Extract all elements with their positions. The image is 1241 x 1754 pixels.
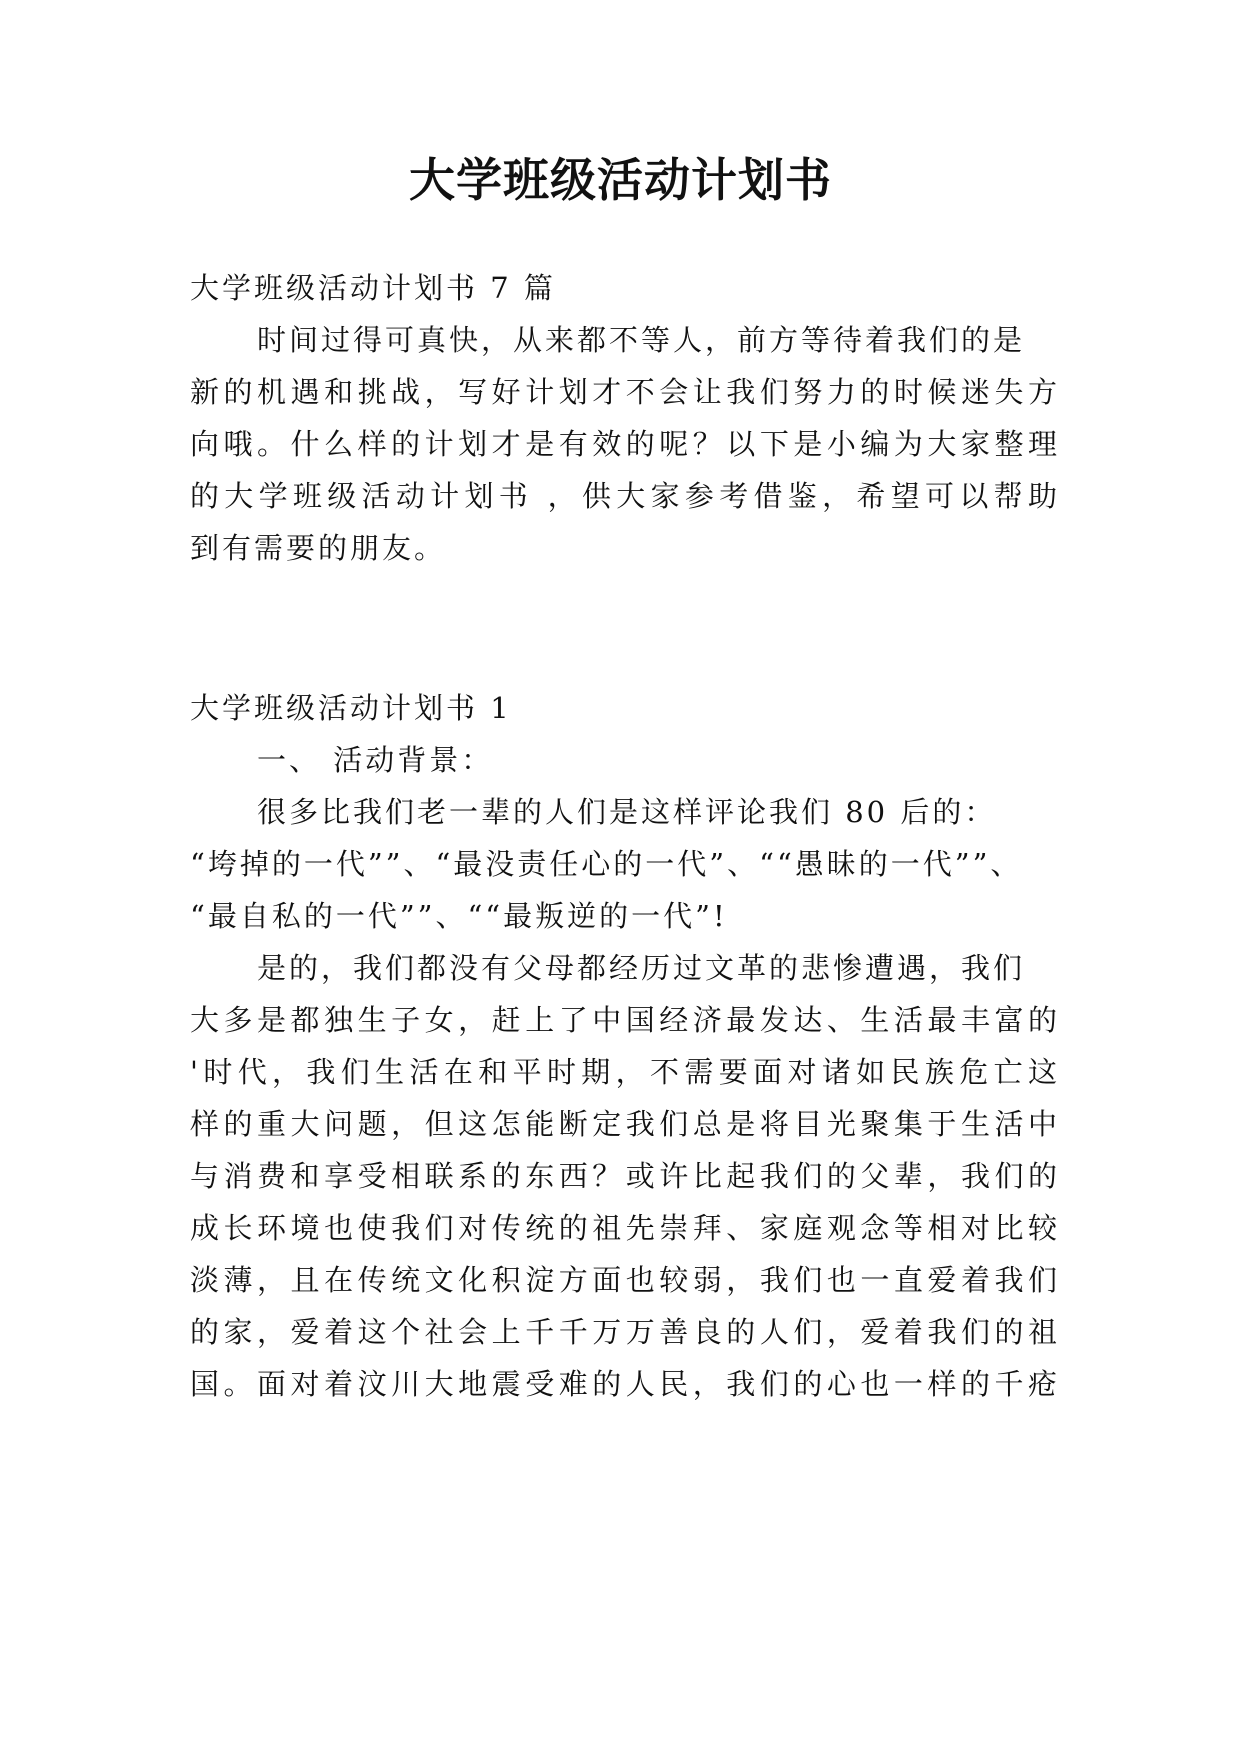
intro-line: 新的机遇和挑战，写好计划才不会让我们努力的时候迷失方 bbox=[190, 375, 1060, 409]
paragraph-line: 淡薄，且在传统文化积淀方面也较弱，我们也一直爱着我们 bbox=[190, 1263, 1060, 1297]
section-subheading: 一、 活动背景： bbox=[257, 743, 494, 777]
paragraph-line: 是的，我们都没有父母都经历过文革的悲惨遭遇，我们 bbox=[257, 951, 1026, 985]
paragraph-line: 大多是都独生子女，赶上了中国经济最发达、生活最丰富的 bbox=[190, 1003, 1060, 1037]
intro-line: 向哦。什么样的计划才是有效的呢？以下是小编为大家整理 bbox=[190, 427, 1060, 461]
intro-line: 的大学班级活动计划书 ，供大家参考借鉴，希望可以帮助 bbox=[190, 479, 1060, 513]
paragraph-line: 很多比我们老一辈的人们是这样评论我们 80 后的： bbox=[257, 795, 997, 829]
paragraph-line: “最自私的一代””、““最叛逆的一代”! bbox=[190, 899, 728, 933]
document-subtitle: 大学班级活动计划书 7 篇 bbox=[190, 271, 556, 305]
section-heading: 大学班级活动计划书 1 bbox=[190, 691, 512, 725]
paragraph-line: “垮掉的一代””、“最没责任心的一代”、““愚昧的一代””、 bbox=[190, 847, 1023, 881]
paragraph-line: '时代，我们生活在和平时期，不需要面对诸如民族危亡这 bbox=[190, 1055, 1060, 1089]
intro-line: 时间过得可真快，从来都不等人，前方等待着我们的是 bbox=[257, 323, 1026, 357]
paragraph-line: 国。面对着汶川大地震受难的人民，我们的心也一样的千疮 bbox=[190, 1367, 1060, 1401]
paragraph-line: 与消费和享受相联系的东西？或许比起我们的父辈，我们的 bbox=[190, 1159, 1060, 1193]
paragraph-line: 的家，爱着这个社会上千千万万善良的人们，爱着我们的祖 bbox=[190, 1315, 1060, 1349]
paragraph-line: 成长环境也使我们对传统的祖先崇拜、家庭观念等相对比较 bbox=[190, 1211, 1060, 1245]
paragraph-line: 样的重大问题，但这怎能断定我们总是将目光聚集于生活中 bbox=[190, 1107, 1060, 1141]
intro-line: 到有需要的朋友。 bbox=[190, 531, 447, 565]
document-title: 大学班级活动计划书 bbox=[409, 153, 832, 207]
